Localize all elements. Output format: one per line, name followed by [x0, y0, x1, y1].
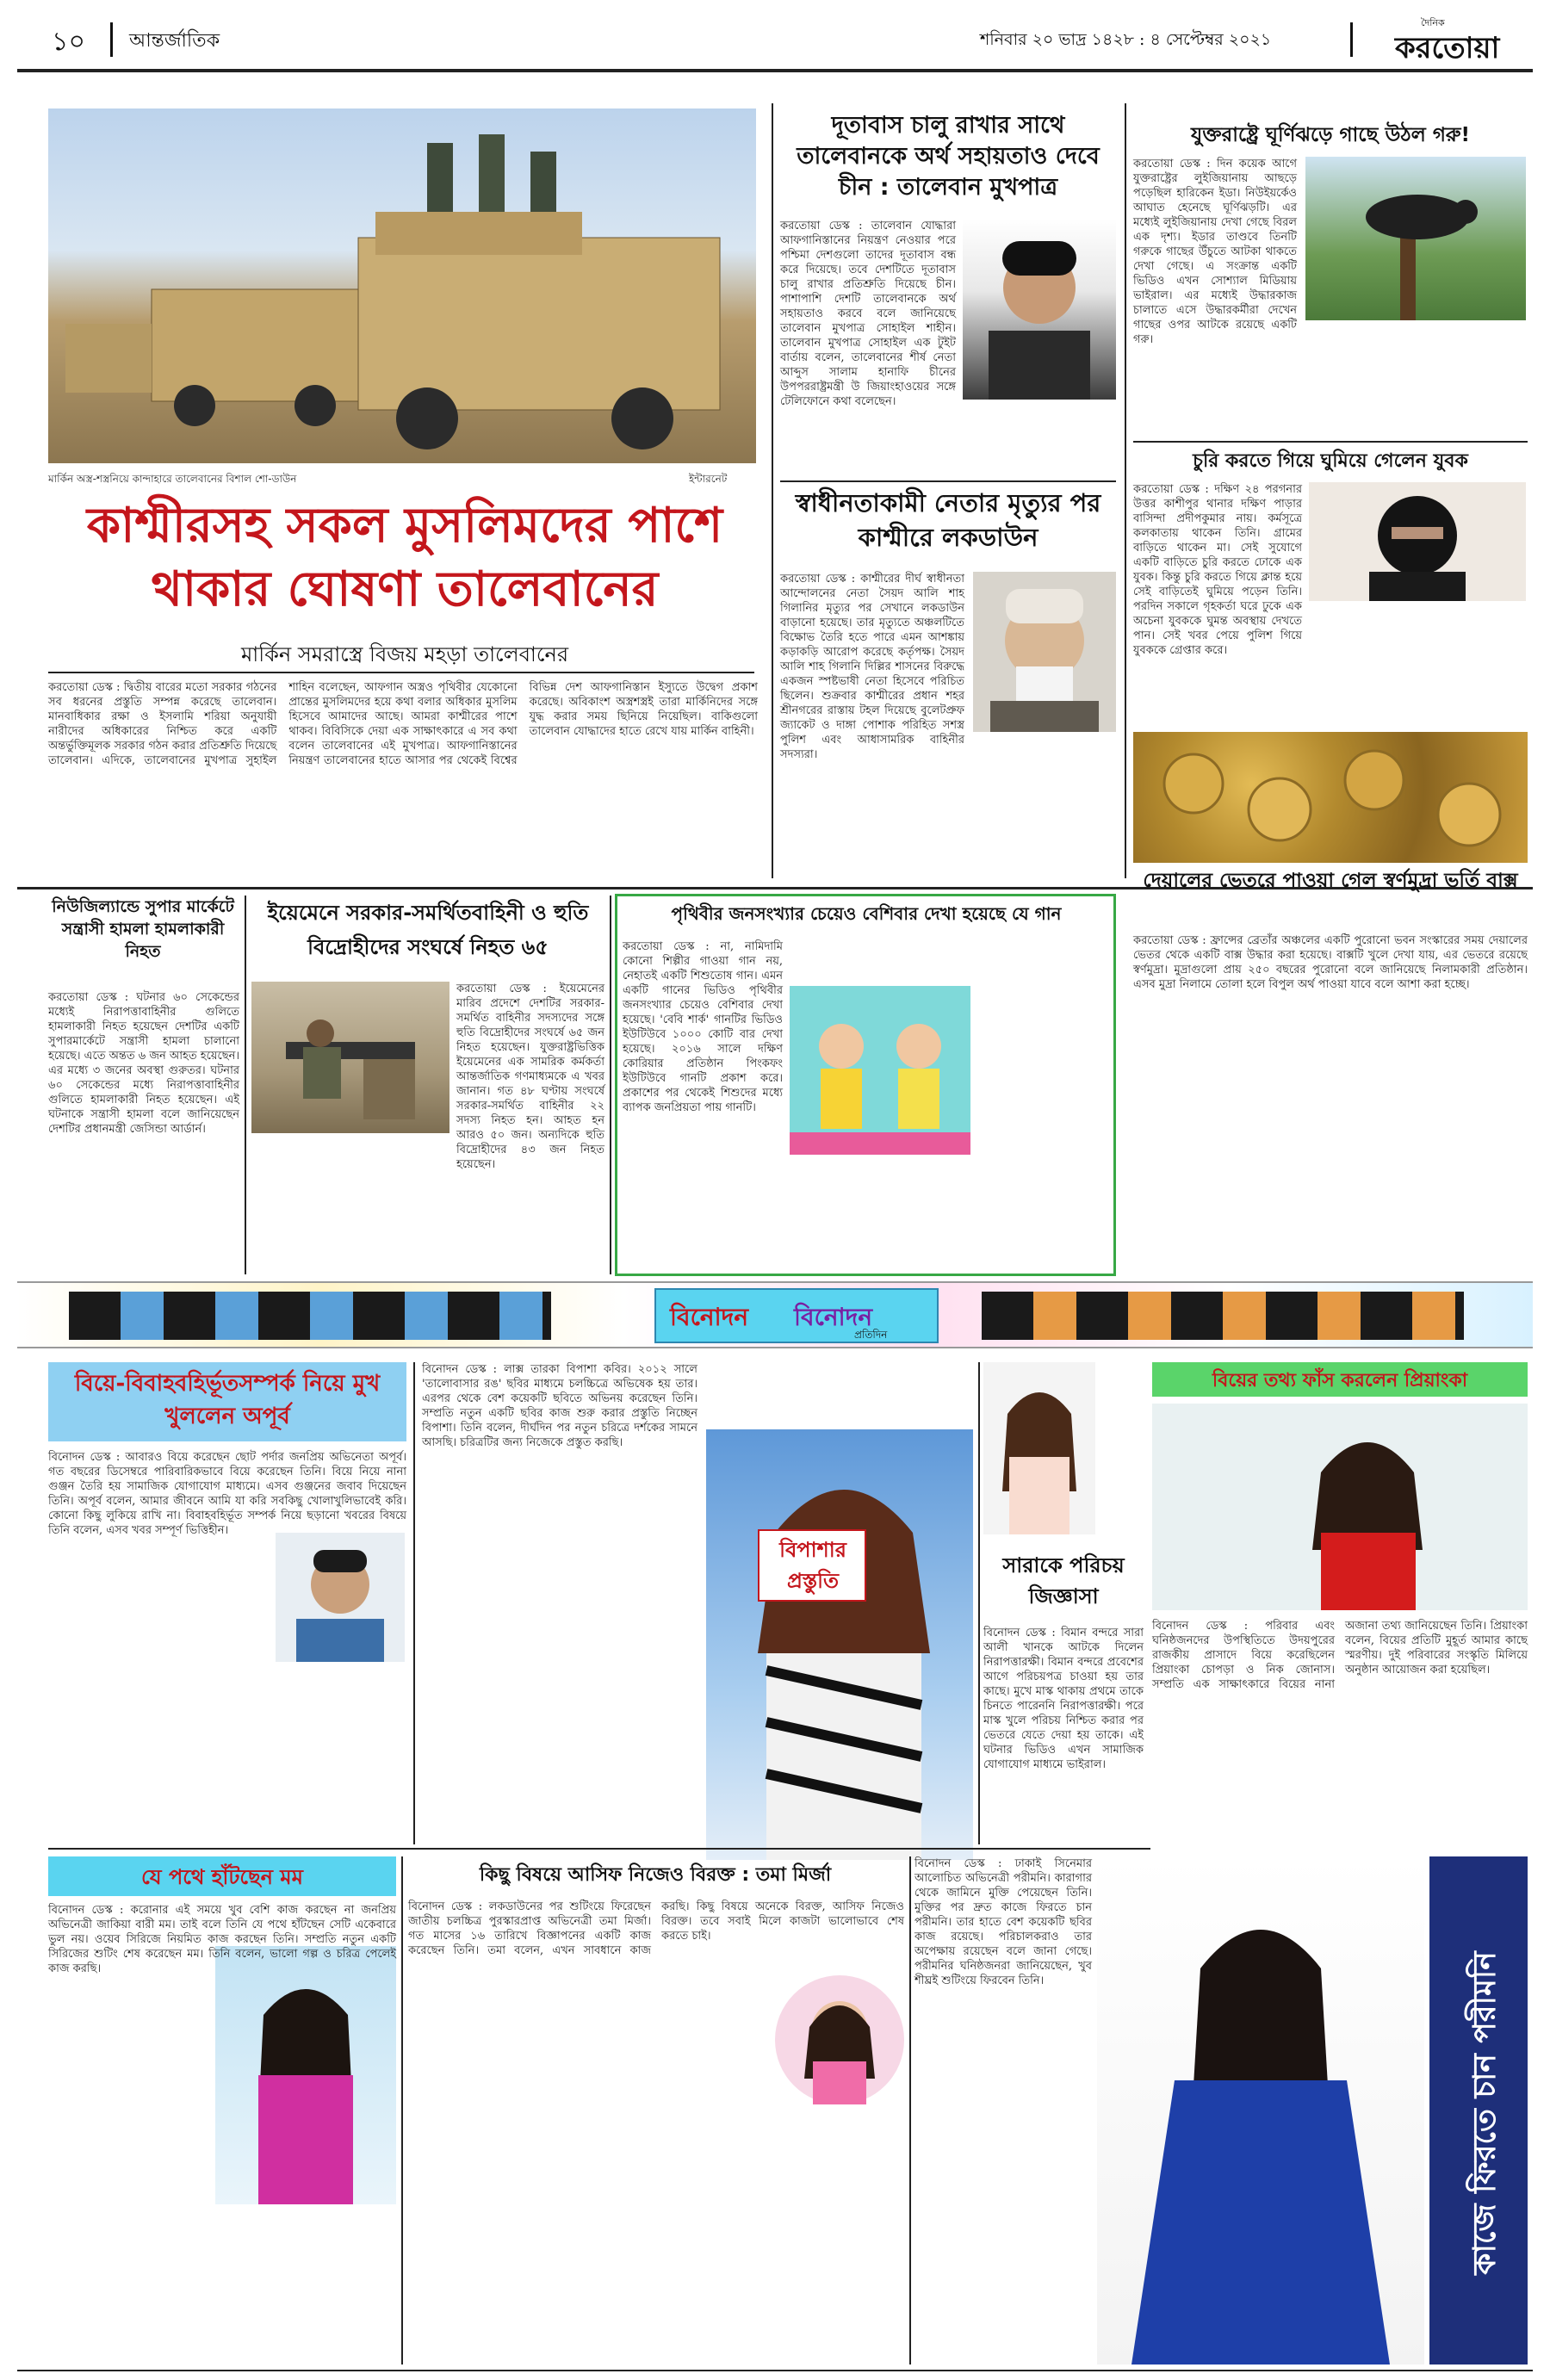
logo-small-text: দৈনিক — [1421, 17, 1445, 28]
yemen-fighters-photo — [251, 982, 450, 1133]
porimoni-body — [914, 1856, 1092, 2365]
masthead — [17, 15, 1533, 65]
priyanka-body-text: বিনোদন ডেস্ক : পরিবার এবং ঘনিষ্ঠজনদের উপস্থিতিতে উদয়পুরের রাজকীয় প্রাসাদে বিয়ে করেছিলেন প্রিয়াংকা চোপড়া ও নিক জোনাস। সম্প্রতি এক সাক্ষাৎকারে বিয়ের নানা অজানা তথ্য জানিয়েছেন তিনি। প্রিয়াংকা বলেন, বিয়ের প্রতিটি মুহূর্ত আমার কাছে স্মরণীয়। দুই পরিবারের সংস্কৃতি মিলিয়ে অনুষ্ঠান আয়োজন করা হয়েছিল। — [1152, 1620, 1528, 1691]
bipasha-headline: বিপাশার প্রস্তুতি — [779, 1538, 846, 1593]
thief-body — [1133, 482, 1528, 725]
col-divider-3 — [245, 896, 246, 1274]
page-number: ১০ — [52, 27, 85, 57]
section-name: আন্তর্জাতিক — [129, 30, 220, 52]
armored-vehicles-image — [48, 108, 756, 463]
logo-text: করতোয়া — [1395, 31, 1500, 65]
col-divider-5 — [413, 1362, 415, 1844]
sara-headline: সারাকে পরিচয় জিজ্ঞাসা — [1002, 1553, 1125, 1608]
china-headline: দূতাবাস চালু রাখার সাথে তালেবানকে অর্থ সহায়তাও দেবে চীন : তালেবান মুখপাত্র — [797, 112, 1100, 201]
entertainment-banner — [17, 1281, 1533, 1348]
lead-body-text: করতোয়া ডেস্ক : দ্বিতীয় বারের মতো সরকার গঠনের সব ধরনের প্রস্তুতি সম্পন্ন করেছে তালেবান। মানবাধিকার রক্ষা ও ইসলামি শরিয়া অনুযায়ী নারীদের অধিকারের নিশ্চিত করে একটি অন্তর্ভুক্তিমূলক সরকার গঠন করার প্রতিশ্রুতি দিয়েছে তালেবান। এদিকে, তালেবানের মুখপাত্র সুহাইল শাহিন বলেছেন, আফগান অস্ত্রও পৃথিবীর যেকোনো প্রান্তের মুসলিমদের হয়ে কথা বলার অধিকার মুসলিম হিসেবে আমাদের আছে। আমরা কাশ্মীরের পাশে থাকব। বিবিসিকে দেয়া এক সাক্ষাৎকারে এ সব কথা বলেন তালেবানের এই মুখপাত্র। আফগানিস্তানের নিয়ন্ত্রণ তালেবানের হাতে আসার পর থেকেই বিশ্বের বিভিন্ন দেশ আফগানিস্তান ইস্যুতে উদ্বেগ প্রকাশ করেছে। অবিকাংশ অস্ত্রশস্ত্রই তারা মার্কিনিদের সঙ্গে যুদ্ধ করার সময় ছিনিয়ে নিয়েছিল। বাকিগুলো তালেবান যোদ্ধাদের হাতে রেখে যায় মার্কিন বাহিনী। — [48, 681, 758, 767]
song-box — [615, 894, 1116, 1276]
lead-photo — [48, 108, 756, 463]
cow-body-text: করতোয়া ডেস্ক : দিন কয়েক আগে যুক্তরাষ্ট্রের লুইজিয়ানায় আছড়ে পড়েছিল হারিকেন ইডা। নিউইয়র্কেও আঘাত হেনেছে ঘূর্ণিঝড়টি। এর মধ্যেই লুইজিয়ানায় দেখা গেছে বিরল এক দৃশ্য। ইডার তাণ্ডবে তিনটি গরুকে গাছের উঁচুতে আটকা থাকতে দেখা গেছে। এ সংক্রান্ত একটি ভিডিও এখন সোশ্যাল মিডিয়ায় ভাইরাল। এর মধ্যেই উদ্ধারকাজ চালাতে এসে উদ্ধারকর্মীরা দেখেন গাছের ওপর আটকে রয়েছে একটি গরু। — [1133, 158, 1297, 346]
mom-body-text: বিনোদন ডেস্ক : করোনার এই সময়ে খুব বেশি কাজ করছেন না জনপ্রিয় অভিনেত্রী জাকিয়া বারী মম। তাই বলে তিনি যে পথে হাঁটছেন সেটি একেবারে ভুল নয়। ওয়েব সিরিজে নিয়মিত কাজ করছেন তিনি। সম্প্রতি নতুন একটি সিরিজের শুটিং শেষ করেছেন মম। তিনি বলেন, ভালো গল্প ও চরিত্র পেলেই কাজ করছি। — [48, 1904, 396, 1975]
col-divider-8 — [909, 1856, 911, 2365]
china-body — [780, 219, 956, 474]
nz-body — [48, 990, 239, 1274]
priyanka-headline-box — [1152, 1362, 1528, 1397]
nz-body-text: করতোয়া ডেস্ক : ঘটনার ৬০ সেকেন্ডের মধ্যেই নিরাপত্তাবাহিনীর গুলিতে হামলাকারী নিহত হয়েছেন দেশটির একটি সুপারমার্কেটে সন্ত্রাসী হামলা চালানো হয়েছে। এতে অন্তত ৬ জন আহত হয়েছেন। এর মধ্যে ৩ জনের অবস্থা গুরুতর। ঘটনার ৬০ সেকেন্ডের মধ্যে নিরাপত্তাবাহিনীর গুলিতে হামলাকারী নিহত হয়েছেন। এই ঘটনাকে সন্ত্রাসী হামলা বলে জানিয়েছেন দেশটির প্রধানমন্ত্রী জেসিন্ডা আর্ডার্ন। — [48, 991, 239, 1136]
sara-body — [983, 1626, 1144, 1843]
lead-photo-credit: ইন্টারনেট — [689, 473, 728, 485]
lead-photo-caption: মার্কিন অস্ত্র-শস্ত্রনিয়ে কান্দাহারে তালেবানের বিশাল শো-ডাউন — [48, 473, 297, 485]
banner-tag: প্রতিদিন — [854, 1329, 888, 1341]
cow-headline: যুক্তরাষ্ট্রে ঘূর্ণিঝড়ে গাছে উঠল গরু! — [1190, 124, 1471, 146]
porimoni-body-text: বিনোদন ডেস্ক : ঢাকাই সিনেমার আলোচিত অভিনেত্রী পরীমনি। কারাগার থেকে জামিনে মুক্তি পেয়েছেন তিনি। মুক্তির পর দ্রুত কাজে ফিরতে চান পরীমনি। তার হাতে বেশ কয়েকটি ছবির কাজ রয়েছে। পরিচালকরাও তার অপেক্ষায় রয়েছেন বলে জানা গেছে। পরীমনির ঘনিষ্ঠজনরা জানিয়েছেন, খুব শীঘ্রই শুটিংয়ে ফিরবেন তিনি। — [914, 1857, 1092, 1987]
col-divider-4 — [610, 896, 611, 1274]
treasure-body-text: করতোয়া ডেস্ক : ফ্রান্সের ব্রেতাঁর অঞ্চলের একটি পুরোনো ভবন সংস্কারের সময় দেয়ালের ভেতর থেকে একটি বাক্স উদ্ধার করা হয়েছে। বাক্সটি খুলে দেখা যায়, এর ভেতরে রয়েছে স্বর্ণমুদ্রা। মুদ্রাগুলো প্রায় ২৫০ বছরের পুরোনো বলে জানিয়েছে নিলামকারী প্রতিষ্ঠান। এসব মুদ্রা নিলামে তোলা হলে বিপুল অর্থ পাওয়া যাবে বলে আশা করা হচ্ছে। — [1133, 934, 1528, 991]
lead-headline: কাশ্মীরসহ সকল মুসলিমদের পাশে থাকার ঘোষণা তালেবানের — [86, 498, 723, 617]
cow-body — [1133, 157, 1528, 437]
lead-subhead: মার্কিন সমরাস্ত্রে বিজয় মহড়া তালেবানের — [240, 642, 569, 666]
porimoni-headline: কাজে ফিরতে চান পরীমনি — [1467, 1951, 1503, 2275]
lead-subhead-rule — [48, 672, 754, 673]
porimoni-headline-box — [1429, 1856, 1528, 2365]
col-divider-7 — [401, 1856, 403, 2365]
bottom-rule — [17, 2370, 1533, 2371]
china-kashmir-rule — [780, 480, 1116, 482]
film-strip-right — [982, 1292, 1464, 1340]
mom-headline-box — [48, 1856, 396, 1896]
col-divider-1 — [772, 103, 773, 878]
sara-photo — [983, 1362, 1095, 1534]
bipasha-body — [422, 1362, 973, 1841]
banner-word-left: বিনোদন — [670, 1303, 749, 1331]
apurba-body — [48, 1450, 406, 1810]
china-spokesman-photo — [963, 219, 1116, 400]
priyanka-headline: বিয়ের তথ্য ফাঁস করলেন প্রিয়াংকা — [1212, 1370, 1468, 1391]
kashmir-headline: স্বাধীনতাকামী নেতার মৃত্যুর পর কাশ্মীরে লকডাউন — [795, 488, 1101, 552]
mom-headline: যে পথে হাঁটছেন মম — [141, 1865, 303, 1889]
mom-body — [48, 1903, 396, 2368]
song-headline: পৃথিবীর জনসংখ্যার চেয়েও বেশিবার দেখা হয়েছে যে গান — [671, 903, 1062, 924]
masthead-divider-right — [1350, 22, 1353, 57]
ent-mid-rule — [48, 1848, 1150, 1850]
gold-coins-photo — [1133, 732, 1528, 863]
yemen-headline: ইয়েমেনে সরকার-সমর্থিতবাহিনী ও হুতি বিদ্রোহীদের সংঘর্ষে নিহত ৬৫ — [267, 901, 589, 959]
banner-title-box — [654, 1288, 939, 1343]
tama-body — [408, 1900, 904, 2365]
kashmir-body — [780, 572, 1116, 890]
porimoni-photo — [1097, 1856, 1424, 2365]
film-strip-left — [69, 1292, 551, 1340]
banner-word-right: বিনোদন — [794, 1303, 873, 1331]
apurba-headline: বিয়ে-বিবাহবহির্ভূতসম্পর্ক নিয়ে মুখ খুললেন অপূর্ব — [74, 1371, 381, 1429]
apurba-body-text: বিনোদন ডেস্ক : আবারও বিয়ে করেছেন ছোট পর্দার জনপ্রিয় অভিনেতা অপূর্ব। গত বছরের ডিসেম্বরে পারিবারিকভাবে বিয়ে করেছেন তিনি। বিয়ে নিয়ে নানা গুঞ্জন তৈরি হয় সামাজিক যোগাযোগ মাধ্যমে। এসব গুঞ্জনের জবাব দিয়েছেন তিনি। অপূর্ব বলেন, আমার জীবনে আমি যা করি সবকিছু খোলাখুলিভাবেই করি। কোনো কিছু লুকিয়ে রাখি না। বিবাহবহির্ভূত সম্পর্ক নিয়ে ছড়ানো খবরের বিষয়ে তিনি বলেন, এসব খবর সম্পূর্ণ ভিত্তিহীন। — [48, 1451, 406, 1537]
priyanka-body — [1152, 1619, 1528, 1843]
masthead-divider — [110, 22, 113, 57]
cow-thief-rule — [1133, 441, 1528, 443]
thief-body-text: করতোয়া ডেস্ক : দক্ষিণ ২৪ পরগনার উত্তর কাশীপুর থানার দক্ষিণ পাড়ার বাসিন্দা প্রদীপকুমার নায়। কর্মসূত্রে কলকাতায় থাকেন তিনি। গ্রামের বাড়িতে থাকেন মা। সেই সুযোগে একটি বাড়িতে চুরি করতে ঢোকে এক যুবক। কিন্তু চুরি করতে গিয়ে ক্লান্ত হয়ে সেই বাড়িতেই ঘুমিয়ে পড়েন তিনি। পরদিন সকালে গৃহকর্তা ঘরে ঢুকে এক অচেনা যুবককে ঘুমন্ত অবস্থায় দেখতে পান। সেই খবর পেয়ে পুলিশ গিয়ে যুবককে গ্রেপ্তার করে। — [1133, 483, 1302, 657]
china-body-text: করতোয়া ডেস্ক : তালেবান যোদ্ধারা আফগানিস্তানের নিয়ন্ত্রণ নেওয়ার পরে পশ্চিমা দেশগুলো তাদের দূতাবাস বন্ধ করে দিয়েছে। তবে দেশটিতে দূতাবাস চালু রাখার প্রতিশ্রুতি দিয়েছে চীন। পাশাপাশি দেশটি তালেবানকে অর্থ সহায়তাও করবে বলে জানিয়েছে তালেবান মুখপাত্র সোহাইল শাহীন। তালেবান মুখপাত্র সোহাইল এক টুইট বার্তায় বলেন, তালেবানের শীর্ষ নেতা আব্দুস সালাম হানাফি চীনের উপপররাষ্ট্রমন্ত্রী উ জিয়াংহাওয়ের সঙ্গে টেলিফোনে কথা বলেছেন। — [780, 220, 956, 408]
lead-body — [48, 680, 758, 873]
sara-body-text: বিনোদন ডেস্ক : বিমান বন্দরে সারা আলী খানকে আটকে দিলেন নিরাপত্তারক্ষী। বিমান বন্দরে প্রবেশের আগে পরিচয়পত্র চাওয়া হয় তার কাছে। মুখে মাস্ক থাকায় প্রথমে তাকে চিনতে পারেননি নিরাপত্তারক্ষী। পরে মাস্ক খুলে পরিচয় নিশ্চিত করার পর ভেতরে যেতে দেয়া হয় তাকে। এই ঘটনার ভিডিও এখন সামাজিক যোগাযোগ মাধ্যমে ভাইরাল। — [983, 1627, 1144, 1771]
issue-date: শনিবার ২০ ভাদ্র ১৪২৮ : ৪ সেপ্টেম্বর ২০২১ — [980, 30, 1272, 49]
treasure-body — [1133, 933, 1528, 1274]
newspaper-logo — [1361, 15, 1533, 64]
thief-headline: চুরি করতে গিয়ে ঘুমিয়ে গেলেন যুবক — [1193, 450, 1468, 472]
yemen-body — [456, 982, 604, 1271]
priyanka-photo — [1152, 1404, 1528, 1610]
treasure-headline: দেয়ালের ভেতরে পাওয়া গেল স্বর্ণমুদ্রা ভর্তি বাক্স — [1143, 870, 1518, 892]
kashmir-body-text: করতোয়া ডেস্ক : কাশ্মীরের দীর্ঘ স্বাধীনতা আন্দোলনের নেতা সৈয়দ আলি শাহ গিলানির মৃত্যুর পর সেখানে লকডাউন বাড়ানো হয়েছে। তার মৃত্যুতে অঞ্চলটিতে বিক্ষোভ তৈরি হতে পারে এমন আশঙ্কায় কড়াকড়ি আরোপ করেছে কর্তৃপক্ষ। সৈয়দ আলি শাহ গিলানি দিল্লির শাসনের বিরুদ্ধে একজন স্পষ্টভাষী নেতা হিসেবে পরিচিত ছিলেন। শুক্রবার কাশ্মীরের প্রধান শহর শ্রীনগরের রাস্তায় টহল দিয়েছে বুলেটপ্রুফ জ্যাকেট ও দাঙ্গা পোশাক পরিহিত সশস্ত্র পুলিশ এবং আধাসামরিক বাহিনীর সদস্যরা। — [780, 573, 964, 761]
yemen-body-text: করতোয়া ডেস্ক : ইয়েমেনের মারিব প্রদেশে দেশটির সরকার-সমর্থিত বাহিনীর সদস্যদের সঙ্গে হুতি বিদ্রোহীদের সংঘর্ষে ৬৫ জন নিহত হয়েছেন। যুক্তরাষ্ট্রভিত্তিক ইয়েমেনের এক সামরিক কর্মকর্তা আন্তর্জাতিক গণমাধ্যমকে এ খবর জানান। গত ৪৮ ঘণ্টায় সংঘর্ষে সরকার-সমর্থিত বাহিনীর ২২ সদস্য নিহত হন। আহত হন আরও ৫০ জন। অন্যদিকে হুতি বিদ্রোহীদের ৪৩ জন নিহত হয়েছেন। — [456, 982, 604, 1171]
apurba-headline-box — [48, 1362, 406, 1441]
col-divider-2 — [1125, 103, 1126, 878]
nz-headline: নিউজিল্যান্ডে সুপার মার্কেটে সন্ত্রাসী হামলা হামলাকারী নিহত — [52, 897, 234, 961]
tama-body-text: বিনোদন ডেস্ক : লকডাউনের পর শুটিংয়ে ফিরেছেন জাতীয় চলচ্চিত্র পুরস্কারপ্রাপ্ত অভিনেত্রী তমা মির্জা। গত মাসের ১৬ তারিখে বিজ্ঞাপনের একটি কাজ করেছেন তিনি। তমা বলেন, এখন সাবধানে কাজ করছি। কিছু বিষয়ে অনেকে বিরক্ত, আসিফ নিজেও বিরক্ত। তবে সবাই মিলে কাজটা ভালোভাবে শেষ করতে চাই। — [408, 1900, 904, 1957]
masthead-rule — [17, 69, 1533, 72]
tama-headline: কিছু বিষয়ে আসিফ নিজেও বিরক্ত : তমা মির্জা — [479, 1864, 832, 1886]
song-body — [623, 939, 1110, 1272]
bipasha-body-text: বিনোদন ডেস্ক : লাক্স তারকা বিপাশা কবির। ২০১২ সালে 'তালোবাসার রঙ' ছবির মাধ্যমে চলচ্চিত্রে অভিষেক হয় তার। এরপর থেকে বেশ কয়েকটি ছবিতে অভিনয় করেছেন তিনি। সম্প্রতি নতুন একটি ছবির কাজ শুরু করার প্রস্তুতি নিচ্ছেন বিপাশা। তিনি বলেন, দীর্ঘদিন পর নতুন চরিত্রে দর্শকের সামনে আসছি। চরিত্রটির জন্য নিজেকে প্রস্তুত করছি। — [422, 1363, 698, 1449]
song-body-text: করতোয়া ডেস্ক : না, নামিদামি কোনো শিল্পীর গাওয়া গান নয়, নেহাতই একটি শিশুতোষ গান। এমন একটি গানের ভিডিও পৃথিবীর জনসংখ্যার চেয়েও বেশিবার দেখা হয়েছে। 'বেবি শার্ক' গানটির ভিডিও ইউটিউবে ১০০০ কোটি বার দেখা হয়েছে। ২০১৬ সালে দক্ষিণ কোরিয়ার প্রতিষ্ঠান পিংকফং ইউটিউবে গানটি প্রকাশ করে। প্রকাশের পর থেকেই শিশুদের মধ্যে ব্যাপক জনপ্রিয়তা পায় গানটি। — [623, 940, 783, 1114]
